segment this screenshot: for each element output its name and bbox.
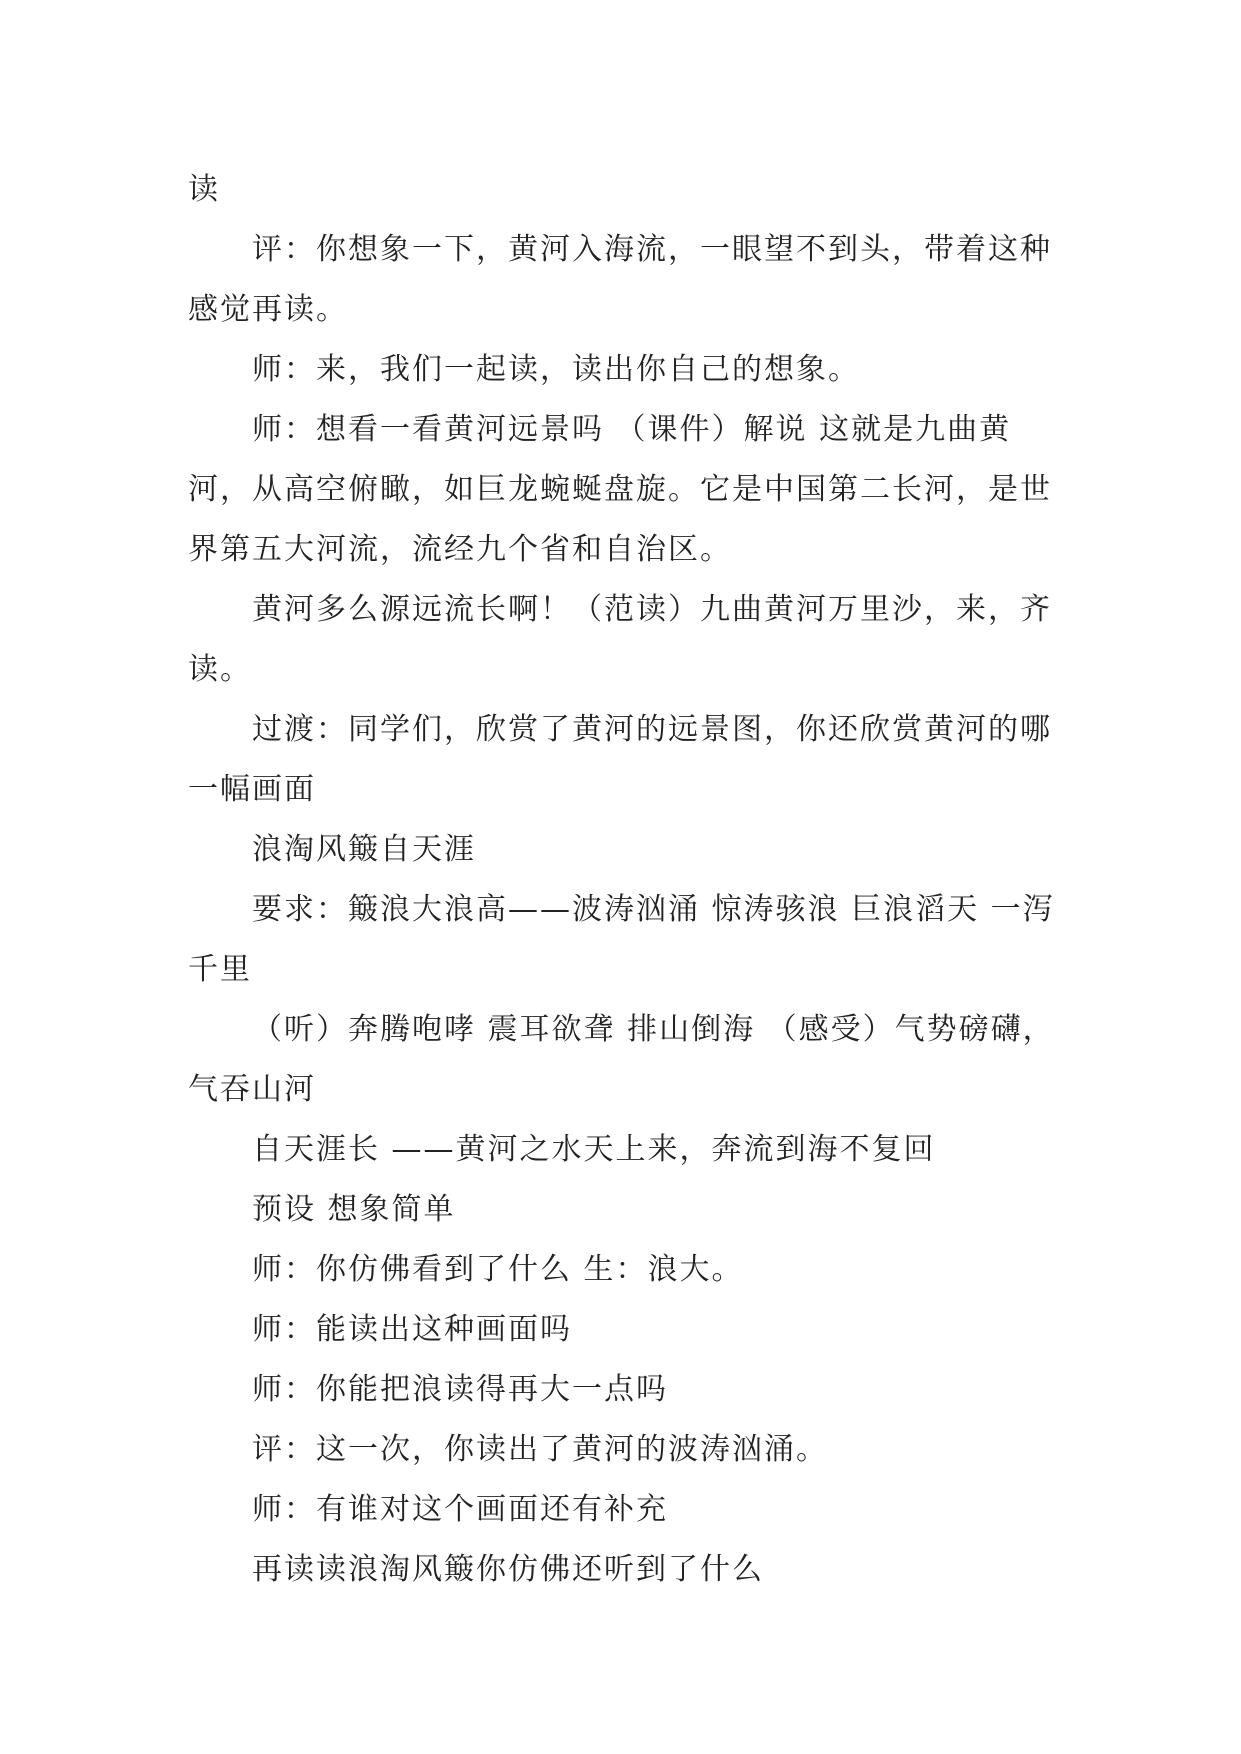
paragraph: 评：你想象一下，黄河入海流，一眼望不到头，带着这种感觉再读。 — [188, 232, 1052, 327]
paragraph: 黄河多么源远流长啊！（范读）九曲黄河万里沙，来，齐读。 — [188, 592, 1052, 687]
paragraph: 自天涯长 ——黄河之水天上来，奔流到海不复回 — [252, 1132, 936, 1167]
paragraph: 再读读浪淘风簸你仿佛还听到了什么 — [252, 1552, 764, 1587]
paragraph: 预设 想象简单 — [252, 1192, 456, 1227]
paragraph: 师：你能把浪读得再大一点吗 — [252, 1372, 668, 1407]
paragraph: 师：想看一看黄河远景吗 （课件）解说 这就是九曲黄河，从高空俯瞰，如巨龙蜿蜒盘旋。它是中国第二长河，是世界第五大河流，流经九个省和自治区。 — [188, 412, 1052, 567]
document-body — [188, 160, 1068, 1600]
paragraph: 浪淘风簸自天涯 — [252, 832, 476, 867]
paragraph: 评：这一次，你读出了黄河的波涛汹涌。 — [252, 1432, 828, 1467]
paragraph: 师：能读出这种画面吗 — [252, 1312, 572, 1347]
paragraph: 师：你仿佛看到了什么 生：浪大。 — [252, 1252, 744, 1287]
paragraph: （听）奔腾咆哮 震耳欲聋 排山倒海 （感受）气势磅礴，气吞山河 — [188, 1012, 1055, 1107]
paragraph-continued: 读 — [188, 172, 220, 207]
paragraph: 要求：簸浪大浪高——波涛汹涌 惊涛骇浪 巨浪滔天 一泻千里 — [188, 892, 1055, 987]
paragraph: 过渡：同学们，欣赏了黄河的远景图，你还欣赏黄河的哪一幅画面 — [188, 712, 1052, 807]
paragraph: 师：有谁对这个画面还有补充 — [252, 1492, 668, 1527]
paragraph: 师：来，我们一起读，读出你自己的想象。 — [252, 352, 860, 387]
